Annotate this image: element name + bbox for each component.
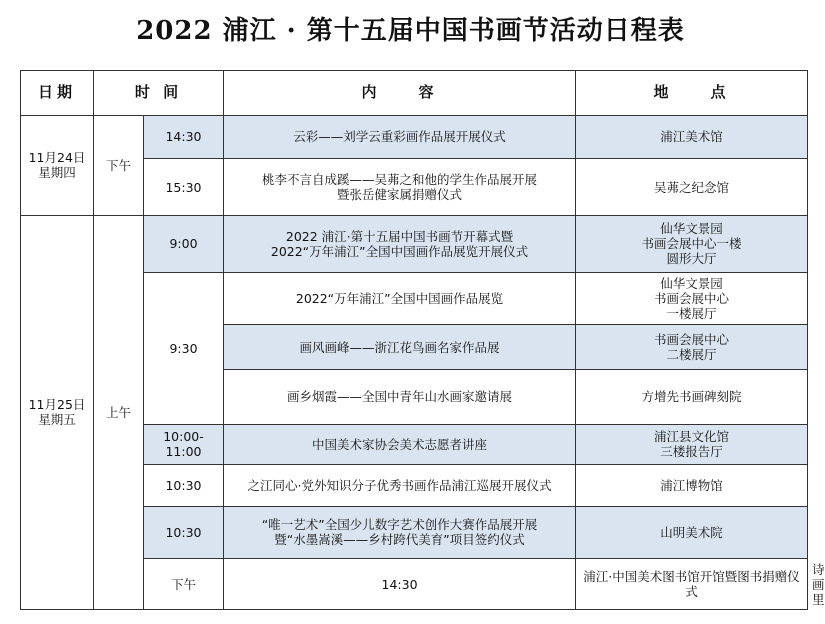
header-date: 日期 — [21, 71, 94, 116]
content-cell: 画乡烟霞——全国中青年山水画家邀请展 — [224, 369, 576, 424]
location-cell: 浦江博物馆 — [576, 465, 808, 507]
time-cell: 9:30 — [144, 272, 224, 424]
time-cell: 10:00- 11:00 — [144, 424, 224, 465]
header-content: 内 容 — [224, 71, 576, 116]
content-cell: 之江同心·党外知识分子优秀书画作品浦江巡展开展仪式 — [224, 465, 576, 507]
location-cell: 仙华文景园 书画会展中心一楼 圆形大厅 — [576, 215, 808, 272]
location-cell: 浦江县文化馆 三楼报告厅 — [576, 424, 808, 465]
time-cell: 15:30 — [144, 159, 224, 216]
content-cell: 2022 浦江·第十五届中国书画节开幕式暨 2022“万年浦江”全国中国画作品展览开展仪式 — [224, 215, 576, 272]
content-cell: “唯一艺术”全国少儿数字艺术创作大赛作品展开展 暨“水墨嵩溪——乡村跨代美育”项目签约仪式 — [224, 506, 576, 559]
content-cell: 浦江·中国美术图书馆开馆暨图书捐赠仪式 — [576, 559, 808, 610]
content-cell: 桃李不言自成蹊——吴茀之和他的学生作品展开展 暨张岳健家属捐赠仪式 — [224, 159, 576, 216]
location-cell: 浦江美术馆 — [576, 115, 808, 159]
location-cell: 方增先书画碑刻院 — [576, 369, 808, 424]
header-time: 时 间 — [94, 71, 224, 116]
date-cell: 11月24日 星期四 — [21, 115, 94, 215]
time-cell: 14:30 — [224, 559, 576, 610]
table-row — [21, 215, 808, 272]
schedule-table — [20, 70, 825, 610]
location-cell: 书画会展中心 二楼展厅 — [576, 325, 808, 370]
content-cell: 画风画峰——浙江花鸟画名家作品展 — [224, 325, 576, 370]
content-cell: 云彩——刘学云重彩画作品展开展仪式 — [224, 115, 576, 159]
time-cell: 10:30 — [144, 506, 224, 559]
header-location: 地 点 — [576, 71, 808, 116]
time-cell: 14:30 — [144, 115, 224, 159]
header-row — [21, 71, 808, 116]
period-cell: 下午 — [94, 115, 144, 215]
time-cell: 10:30 — [144, 465, 224, 507]
page-title: 2022 浦江 · 第十五届中国书画节活动日程表 — [136, 16, 685, 46]
time-cell: 9:00 — [144, 215, 224, 272]
location-cell: 吴茀之纪念馆 — [576, 159, 808, 216]
content-cell: 2022“万年浦江”全国中国画作品展览 — [224, 272, 576, 325]
table-row: 下午 14:30 浦江·中国美术图书馆开馆暨图书捐赠仪式 诗画里 — [21, 559, 808, 610]
date-cell: 11月25日 星期五 — [21, 215, 94, 609]
period-cell: 下午 — [144, 559, 224, 610]
location-cell: 仙华文景园 书画会展中心 一楼展厅 — [576, 272, 808, 325]
period-cell: 上午 — [94, 215, 144, 609]
table-row — [21, 115, 808, 159]
content-cell: 中国美术家协会美术志愿者讲座 — [224, 424, 576, 465]
location-cell: 山明美术院 — [576, 506, 808, 559]
